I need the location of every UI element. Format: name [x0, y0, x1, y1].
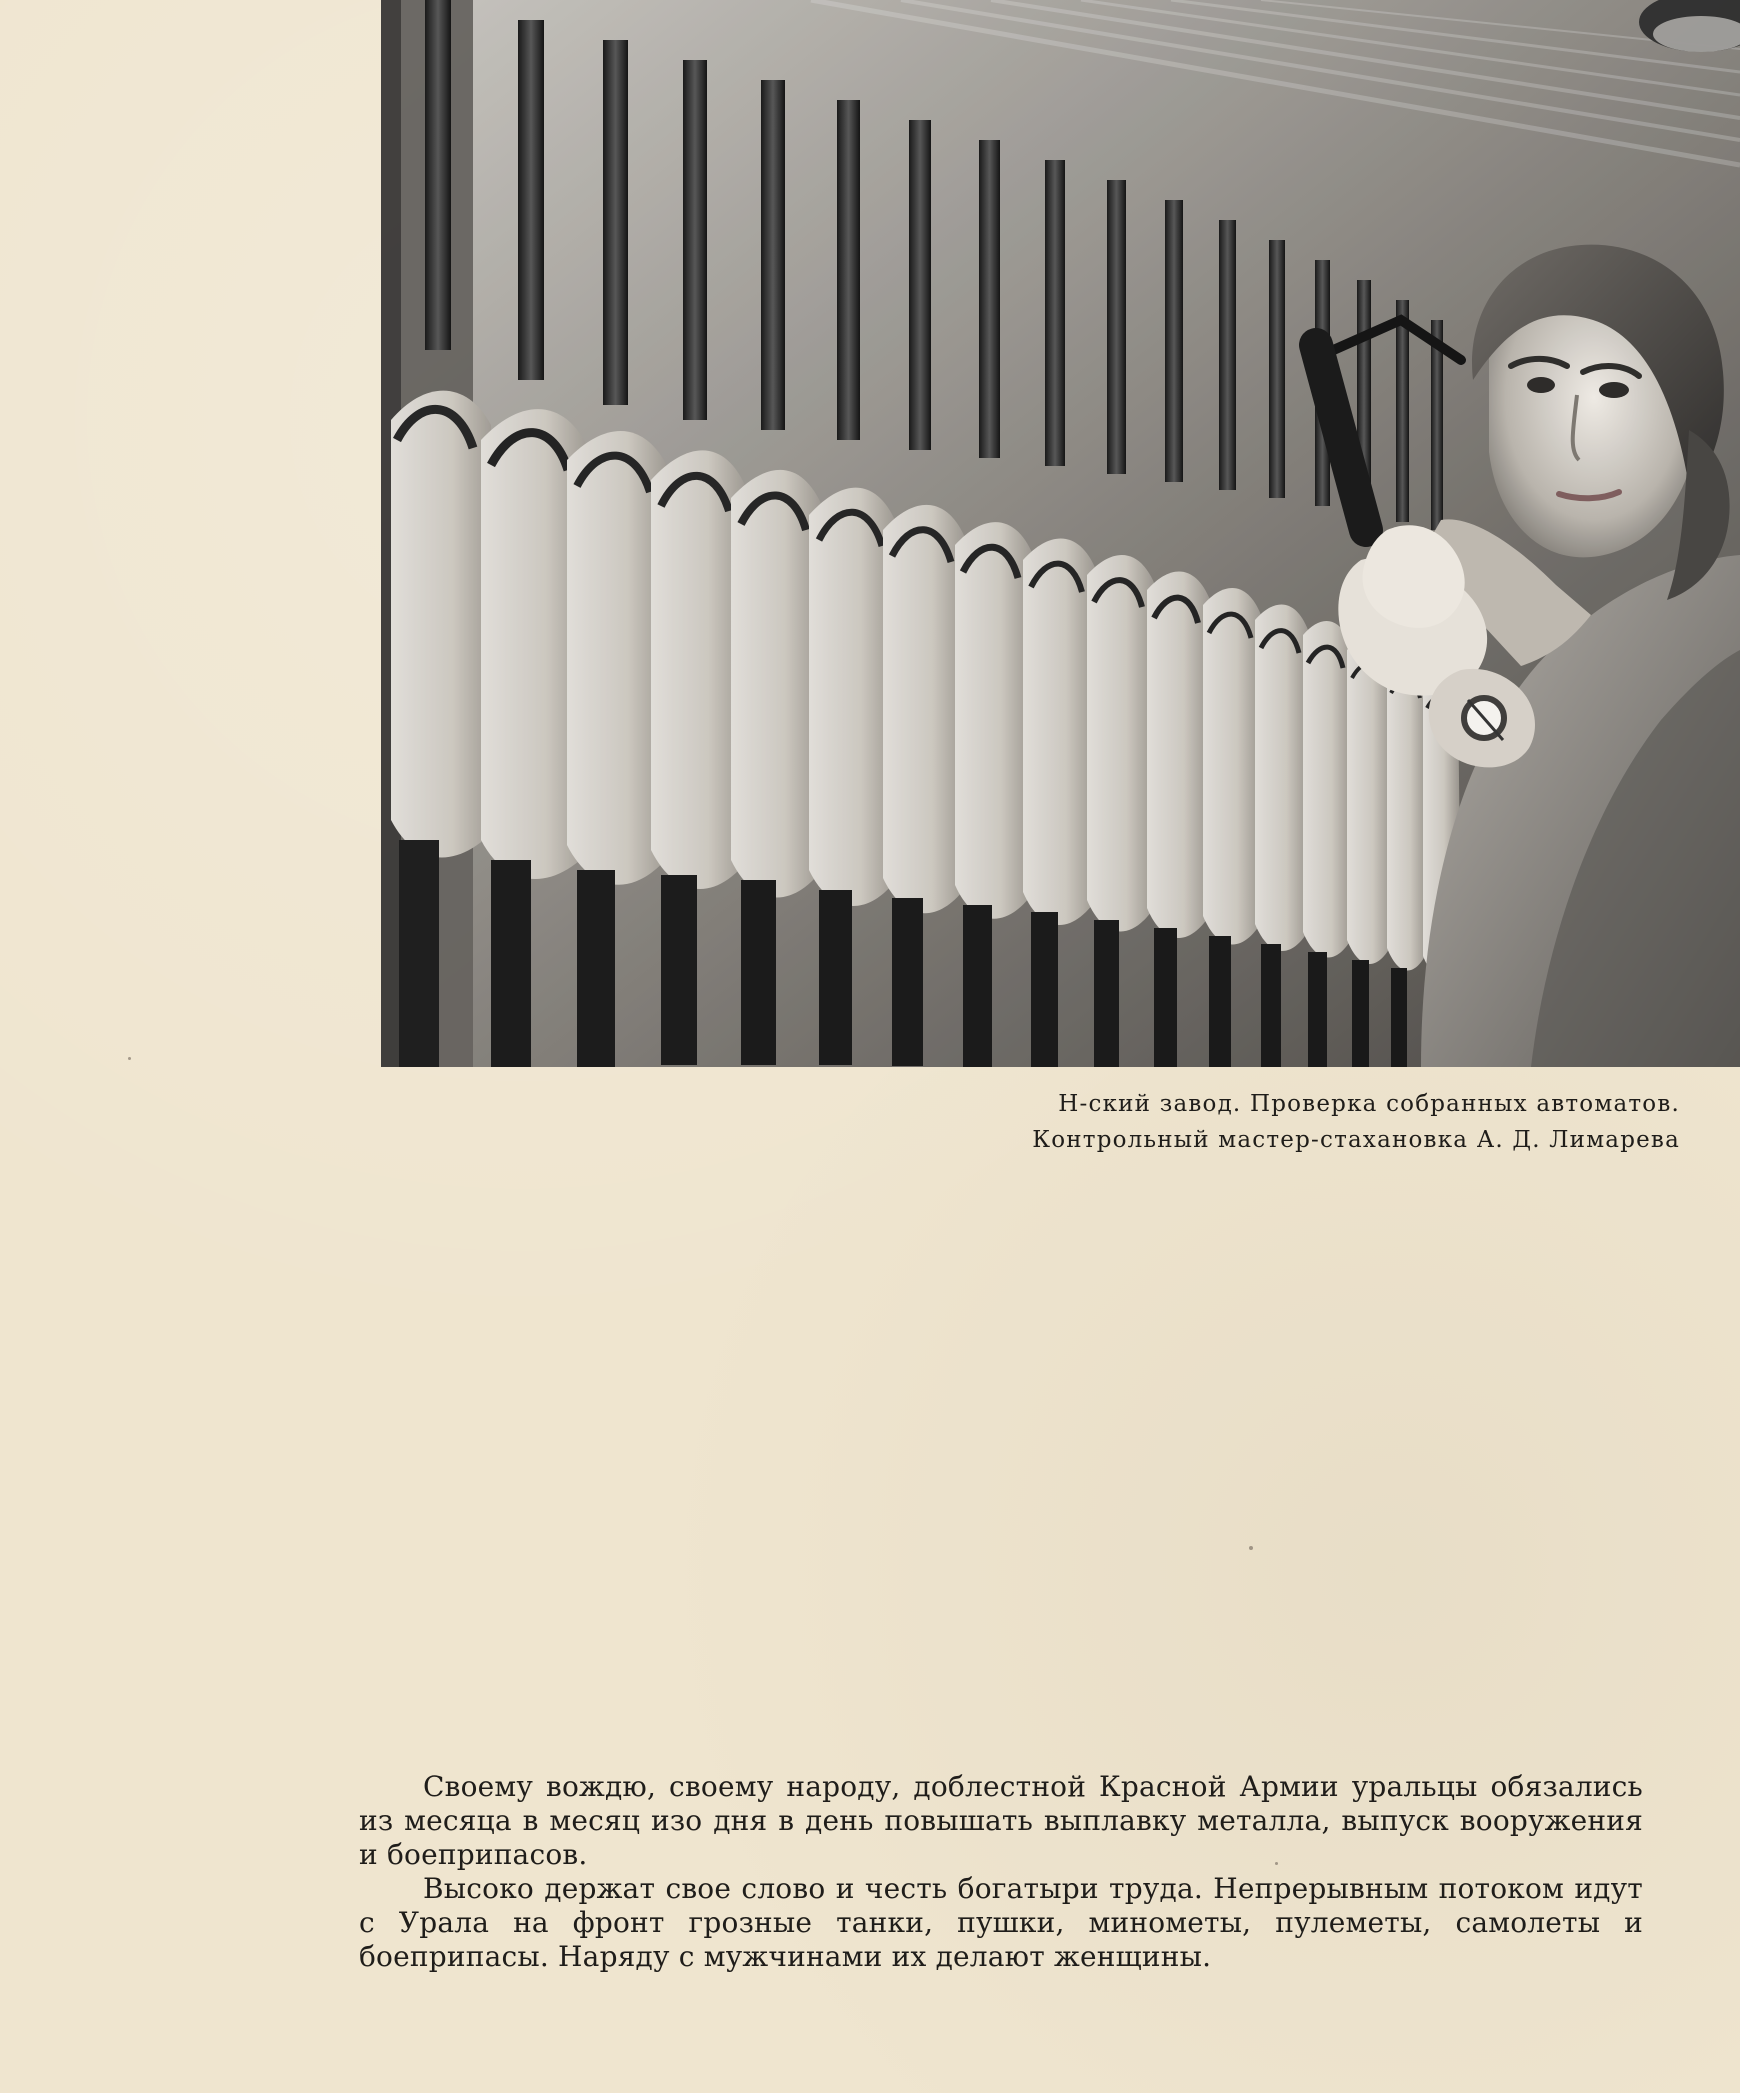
caption-line-2: Контрольный мастер-стахановка А. Д. Лимарева [1032, 1127, 1680, 1153]
photo-caption [760, 1086, 1680, 1158]
paper-speck [1249, 1546, 1253, 1550]
factory-photo-graphic [381, 0, 1740, 1067]
article-text [359, 1770, 1643, 1974]
article-paragraph: Высоко держат свое слово и честь богатыри труда. Непрерывным потоком идут с Урала на фронт грозные танки, пушки, минометы, пулеметы, самолеты и боеприпасы. Наряду с мужчинами их делают женщины. [359, 1872, 1643, 1973]
paper-speck [128, 1057, 131, 1060]
caption-line-1: Н-ский завод. Проверка собранных автоматов. [1058, 1091, 1680, 1117]
article-paragraph: Своему вождю, своему народу, доблестной Красной Армии уральцы обязались из месяца в месяц изо дня в день повышать выплавку металла, выпуск вооружения и боеприпасов. [359, 1770, 1643, 1871]
factory-photo [381, 0, 1740, 1067]
paper-speck [1275, 1862, 1278, 1865]
